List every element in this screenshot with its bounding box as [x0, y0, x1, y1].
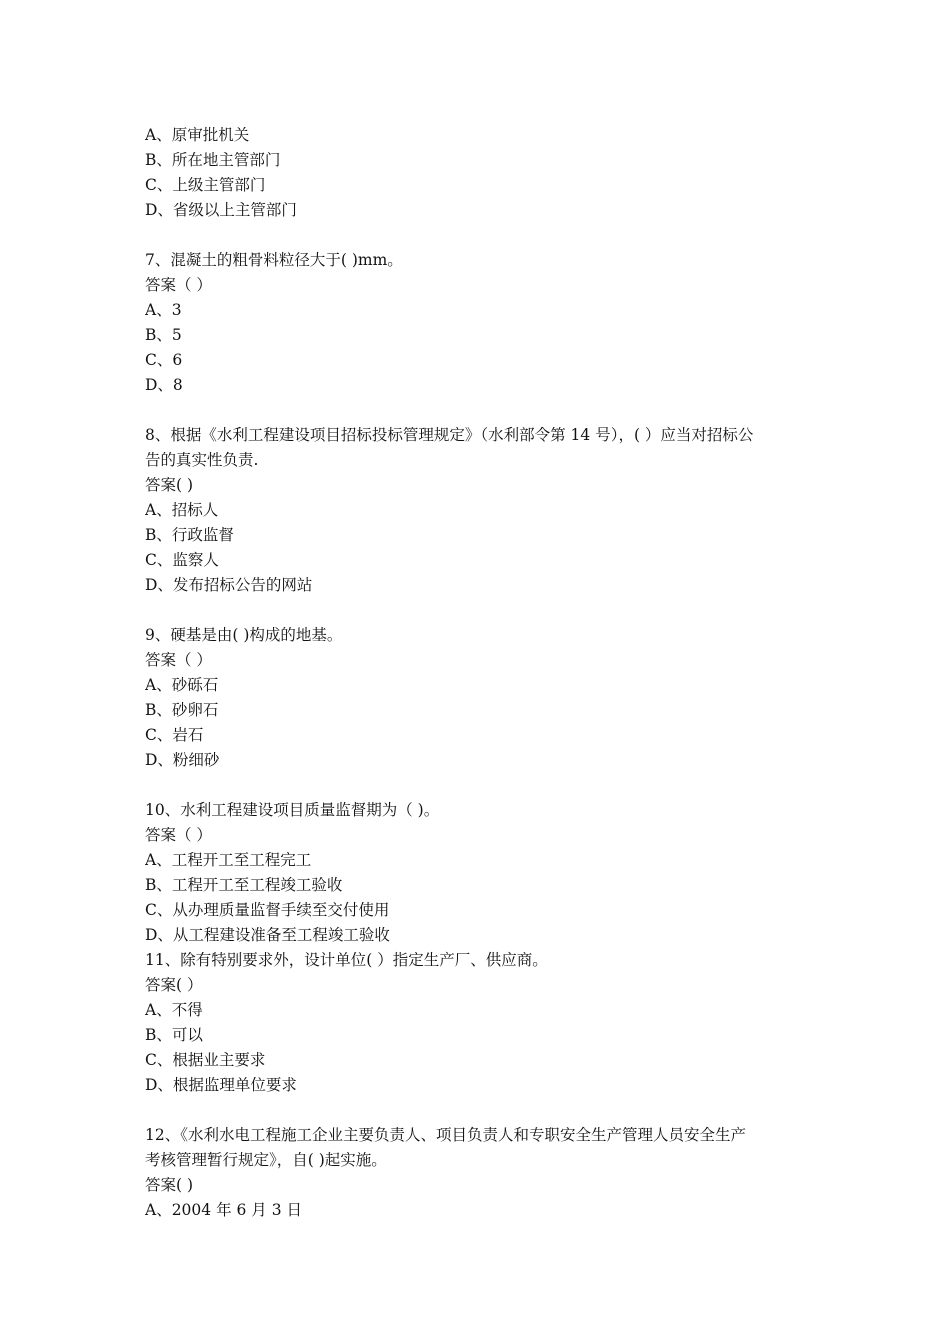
question-11: [145, 948, 815, 1098]
option-b: B、所在地主管部门: [145, 151, 281, 169]
answer-label: 答案（ ）: [145, 826, 212, 844]
option-c: C、监察人: [145, 551, 219, 569]
question-text: 11、除有特别要求外，设计单位( ）指定生产厂、供应商。: [145, 951, 548, 969]
document-page: [145, 123, 815, 1223]
question-text: 7、混凝土的粗骨料粒径大于( )mm。: [145, 251, 403, 269]
option-b: B、可以: [145, 1026, 203, 1044]
answer-label: 答案（ ）: [145, 651, 212, 669]
option-a: A、工程开工至工程完工: [145, 851, 312, 869]
question-9: [145, 623, 815, 773]
spacer: [145, 598, 815, 623]
option-b: B、5: [145, 326, 182, 344]
question-8: [145, 423, 815, 598]
option-c: C、从办理质量监督手续至交付使用: [145, 901, 390, 919]
spacer: [145, 223, 815, 248]
option-a: A、砂砾石: [145, 676, 219, 694]
question-text-line-1: 8、根据《水利工程建设项目招标投标管理规定》（水利部令第 14 号），( ）应当对招标公: [145, 426, 754, 444]
option-a: A、3: [145, 301, 182, 319]
option-c: C、根据业主要求: [145, 1051, 266, 1069]
spacer: [145, 398, 815, 423]
answer-label: 答案( ): [145, 1176, 194, 1194]
option-d: D、发布招标公告的网站: [145, 576, 313, 594]
spacer: [145, 773, 815, 798]
question-12: [145, 1123, 815, 1223]
option-d: D、粉细砂: [145, 751, 220, 769]
question-6-tail: [145, 123, 815, 223]
option-d: D、根据监理单位要求: [145, 1076, 297, 1094]
option-c: C、上级主管部门: [145, 176, 266, 194]
option-d: D、省级以上主管部门: [145, 201, 297, 219]
option-d: D、8: [145, 376, 183, 394]
option-a: A、2004 年 6 月 3 日: [145, 1201, 302, 1219]
question-text-line-2: 考核管理暂行规定》，自( )起实施。: [145, 1151, 387, 1169]
option-c: C、6: [145, 351, 183, 369]
question-text-line-1: 12、《水利水电工程施工企业主要负责人、项目负责人和专职安全生产管理人员安全生产: [145, 1126, 746, 1144]
answer-label: 答案( ）: [145, 976, 203, 994]
question-text-line-2: 告的真实性负责.: [145, 451, 259, 469]
option-b: B、砂卵石: [145, 701, 219, 719]
option-a: A、招标人: [145, 501, 219, 519]
option-b: B、工程开工至工程竣工验收: [145, 876, 343, 894]
option-b: B、行政监督: [145, 526, 234, 544]
answer-label: 答案( ): [145, 476, 194, 494]
option-a: A、不得: [145, 1001, 203, 1019]
spacer: [145, 1098, 815, 1123]
answer-label: 答案（ ）: [145, 276, 212, 294]
option-c: C、岩石: [145, 726, 204, 744]
option-a: A、原审批机关: [145, 126, 250, 144]
option-d: D、从工程建设准备至工程竣工验收: [145, 926, 390, 944]
question-text: 10、水利工程建设项目质量监督期为（ )。: [145, 801, 440, 819]
question-text: 9、硬基是由( )构成的地基。: [145, 626, 343, 644]
question-7: [145, 248, 815, 398]
question-10: [145, 798, 815, 948]
